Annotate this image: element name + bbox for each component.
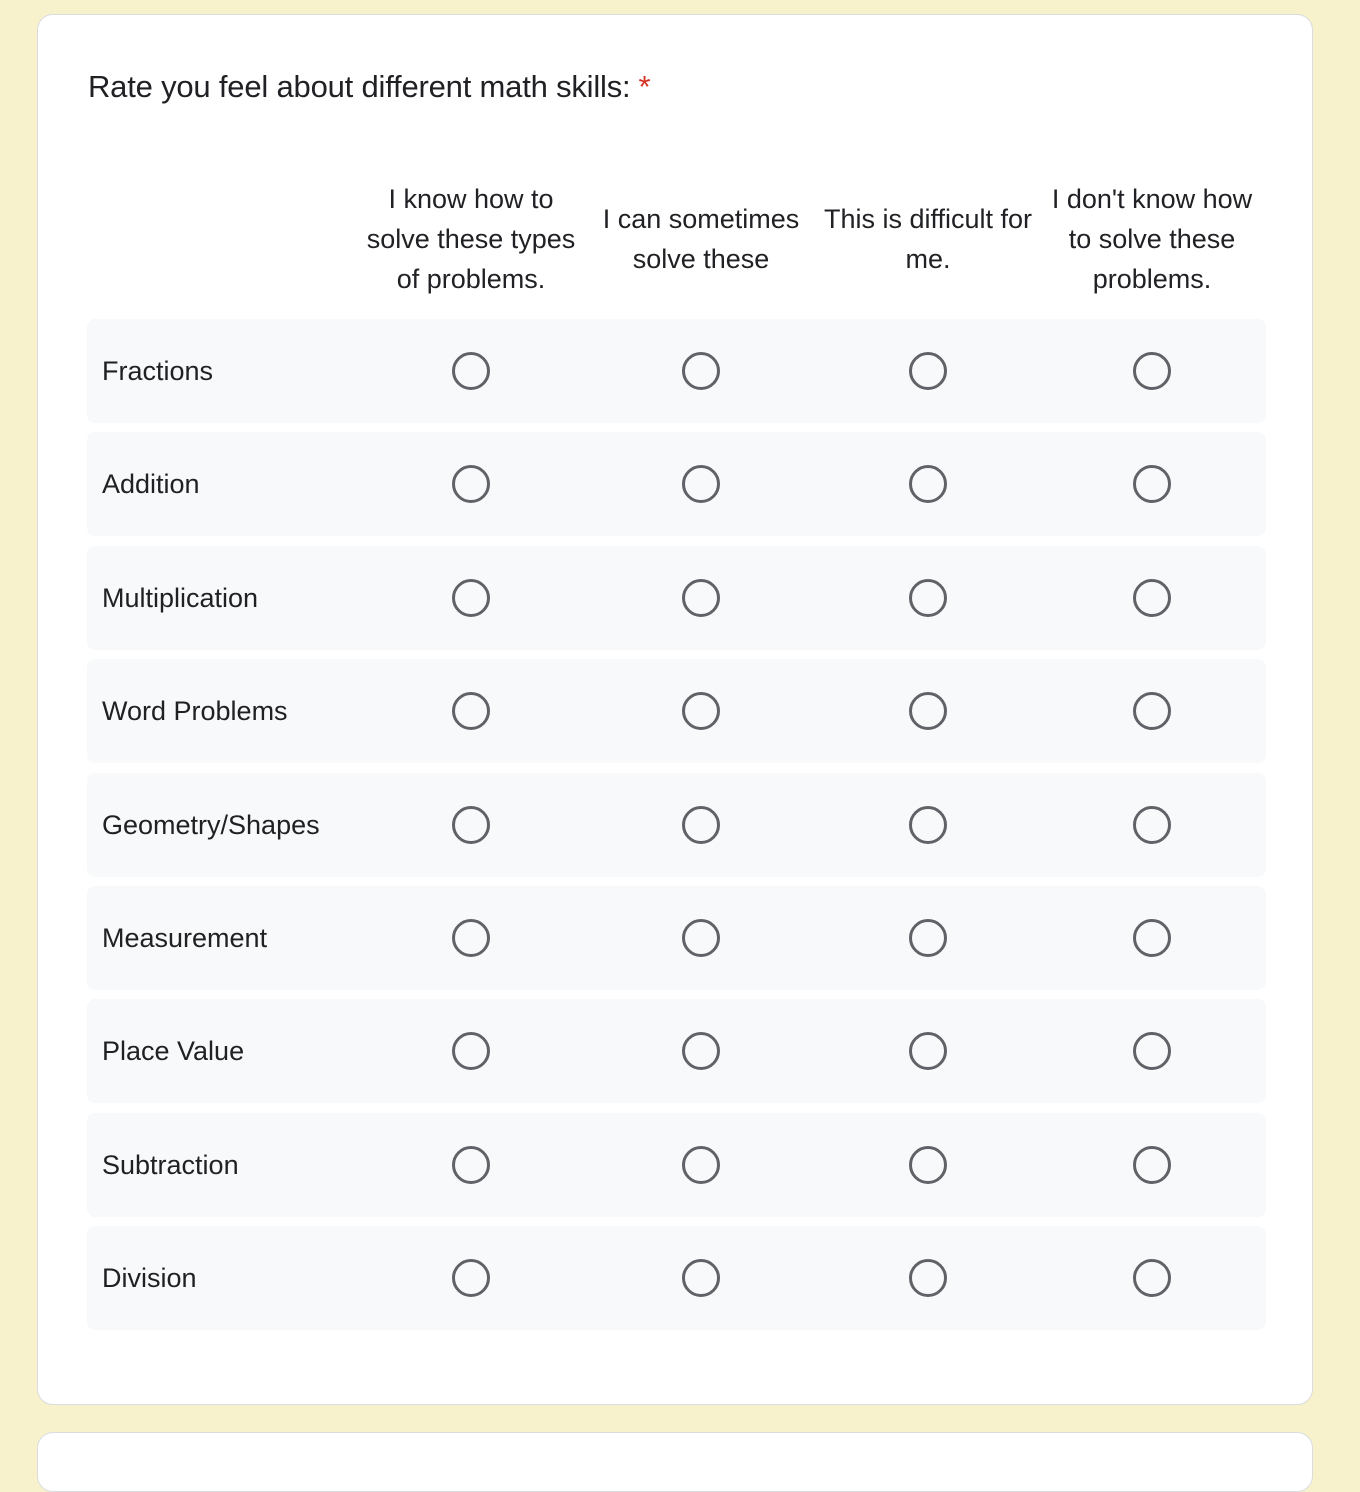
radio-option-col-1[interactable]	[682, 806, 720, 844]
radio-option-col-0[interactable]	[452, 352, 490, 390]
next-question-card	[37, 1432, 1313, 1492]
radio-option-col-0[interactable]	[452, 465, 490, 503]
grid-row	[87, 319, 1266, 423]
grid-question-card	[37, 14, 1313, 1405]
radio-option-col-2[interactable]	[909, 579, 947, 617]
radio-option-col-2[interactable]	[909, 919, 947, 957]
radio-option-col-3[interactable]	[1133, 692, 1171, 730]
question-title-text: Rate you feel about different math skills:	[88, 69, 631, 104]
grid-row	[87, 546, 1266, 650]
question-title	[88, 69, 650, 105]
radio-option-col-0[interactable]	[452, 1259, 490, 1297]
radio-option-col-0[interactable]	[452, 579, 490, 617]
radio-option-col-2[interactable]	[909, 1146, 947, 1184]
grid-row	[87, 886, 1266, 990]
column-header-2: This is difficult for me.	[823, 204, 1033, 274]
grid-row	[87, 659, 1266, 763]
radio-option-col-0[interactable]	[452, 1032, 490, 1070]
radio-option-col-0[interactable]	[452, 692, 490, 730]
radio-option-col-3[interactable]	[1133, 1032, 1171, 1070]
column-header-0: I know how to solve these types of problems.	[366, 184, 576, 294]
radio-option-col-0[interactable]	[452, 806, 490, 844]
column-header-1: I can sometimes solve these	[602, 204, 800, 274]
radio-option-col-2[interactable]	[909, 1032, 947, 1070]
radio-option-col-0[interactable]	[452, 1146, 490, 1184]
radio-option-col-1[interactable]	[682, 465, 720, 503]
row-label: Multiplication	[102, 582, 259, 613]
row-label: Fractions	[102, 356, 214, 386]
radio-option-col-1[interactable]	[682, 352, 720, 390]
radio-option-col-3[interactable]	[1133, 579, 1171, 617]
row-label: Geometry/Shapes	[102, 809, 320, 840]
row-label: Subtraction	[102, 1149, 239, 1180]
row-label: Word Problems	[102, 696, 288, 727]
radio-option-col-1[interactable]	[682, 692, 720, 730]
radio-option-col-2[interactable]	[909, 352, 947, 390]
radio-option-col-1[interactable]	[682, 579, 720, 617]
grid-row	[87, 432, 1266, 536]
row-label: Addition	[102, 469, 200, 500]
radio-option-col-3[interactable]	[1133, 352, 1171, 390]
radio-option-col-3[interactable]	[1133, 465, 1171, 503]
radio-option-col-3[interactable]	[1133, 1146, 1171, 1184]
radio-option-col-0[interactable]	[452, 919, 490, 957]
radio-option-col-3[interactable]	[1133, 1259, 1171, 1297]
radio-option-col-1[interactable]	[682, 1032, 720, 1070]
row-label: Division	[102, 1263, 197, 1294]
grid-row	[87, 999, 1266, 1103]
required-asterisk: *	[638, 69, 651, 104]
grid-row	[87, 773, 1266, 877]
row-label: Place Value	[102, 1036, 245, 1067]
radio-option-col-2[interactable]	[909, 806, 947, 844]
column-header-3: I don't know how to solve these problems.	[1051, 184, 1253, 294]
radio-option-col-3[interactable]	[1133, 806, 1171, 844]
radio-option-col-2[interactable]	[909, 1259, 947, 1297]
grid-row	[87, 1226, 1266, 1330]
row-label: Measurement	[102, 923, 268, 953]
radio-option-col-1[interactable]	[682, 1146, 720, 1184]
radio-option-col-1[interactable]	[682, 919, 720, 957]
grid-row	[87, 1113, 1266, 1217]
radio-option-col-3[interactable]	[1133, 919, 1171, 957]
radio-option-col-2[interactable]	[909, 465, 947, 503]
radio-option-col-2[interactable]	[909, 692, 947, 730]
radio-option-col-1[interactable]	[682, 1259, 720, 1297]
